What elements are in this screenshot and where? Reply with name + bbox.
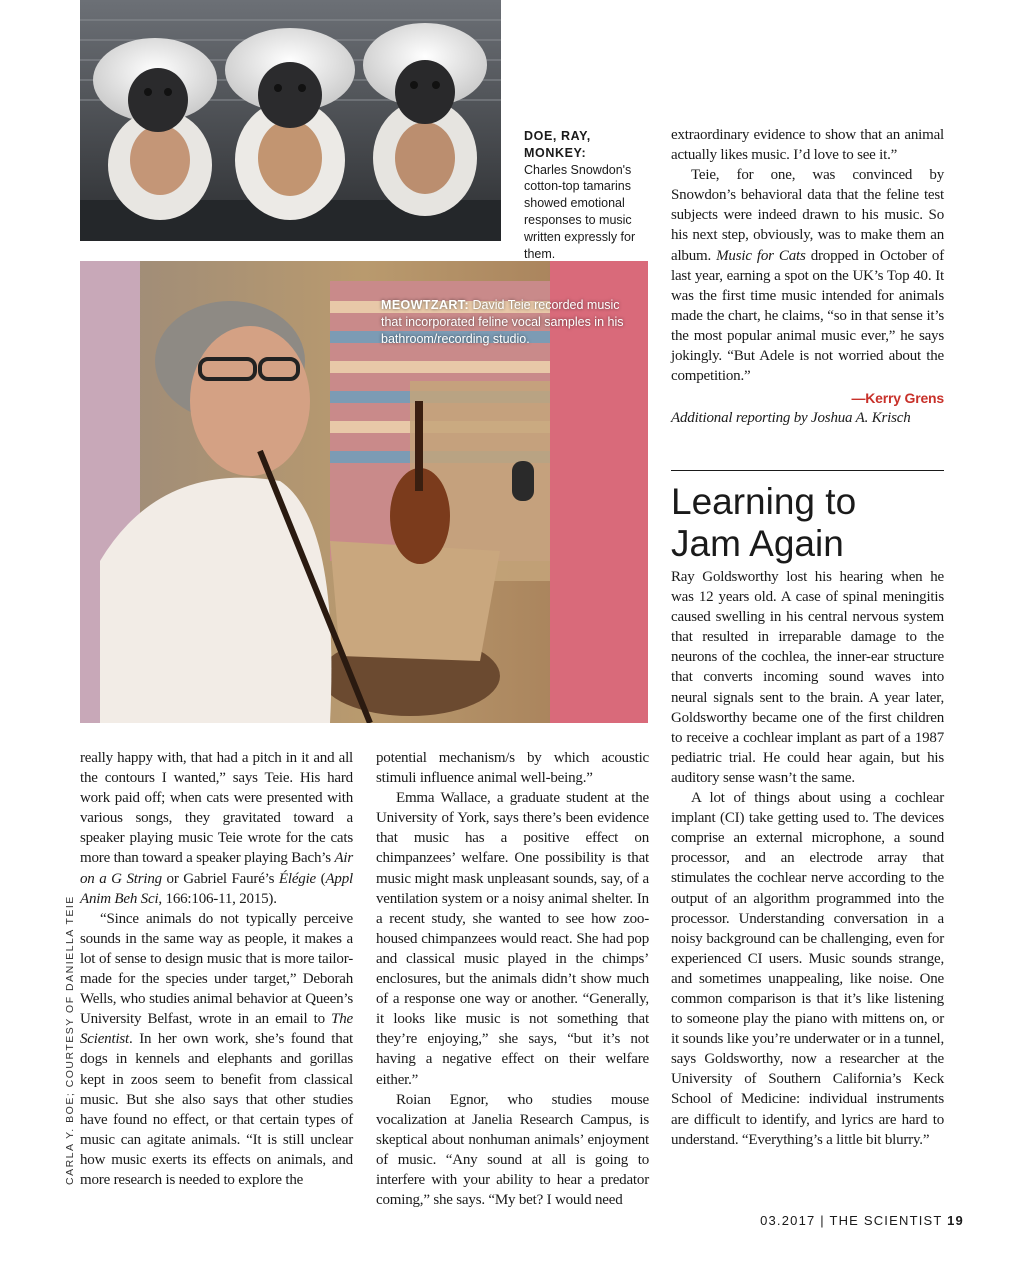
- tamarins-photo: [80, 0, 501, 241]
- article-headline: [671, 481, 961, 565]
- issue-date: 03.2017: [760, 1213, 816, 1228]
- text-run: Teie, for one, was convinced by Snowdon’s behavioral data that the feline test subjects were indeed drawn to his music. So his next step, obviously, was to make them an album.: [671, 167, 944, 264]
- text-run: really happy with, that had a pitch in it and all the contours I wanted,” says Teie. His hard work paid off; when cats were presented with various songs, they gravitated toward a speaker playing music Teie wrote for the cats more than toward a speaker playing Bach’s: [80, 750, 353, 867]
- photo-credit: CARLA Y. BOE; COURTESY OF DANIELLA TEIE: [64, 895, 76, 1185]
- journal-title: Appl Anim Beh Sci: [80, 870, 353, 907]
- publication-title: The Scientist: [80, 1011, 353, 1048]
- paragraph: Emma Wallace, a graduate student at the University of York, says there’s been evidence that music has a positive effect on chimpanzees’ welfare. One possibility is that music might mask unpleasant sounds, say, of a ventilation system or a noisy animal shelter. In a recent study, she wanted to see how zoo-housed chimpanzees would react. She had pop and classical music played in the chimps’ enclosures, but the animals didn’t show much of a response one way or another. “Generally, it looks like music is not something that they’re enjoying,” she says, “but it’s not having a negative effect on their welfare either.”: [376, 790, 649, 1088]
- caption-text: David Teie recorded music that incorporated feline vocal samples in his bathroom/recording studio.: [381, 298, 624, 346]
- caption-lead: DOE, RAY, MONKEY:: [524, 129, 591, 160]
- paragraph: [80, 748, 353, 909]
- paragraph: [671, 165, 944, 386]
- work-title: Élégie: [278, 870, 317, 887]
- folio-separator: |: [820, 1213, 825, 1228]
- paragraph: extraordinary evidence to show that an animal actually likes music. I’d love to see it.”: [671, 127, 944, 164]
- text-run: dropped in October of last year, earning a spot on the UK’s Top 40. It was the first time music intended for animals made the chart, he claims, “so in that sense it’s the most popular animal music ever,” he says jokingly. “But Adele is not worried about the competition.”: [671, 247, 945, 385]
- article-column-middle: [376, 748, 649, 1210]
- additional-reporting: Additional reporting by Joshua A. Krisch: [671, 410, 911, 427]
- caption-text: Charles Snowdon's cotton-top tamarins showed emotional responses to music written expressly for them.: [524, 162, 636, 261]
- section-divider: [671, 470, 944, 471]
- article-column-right-top: [671, 125, 944, 428]
- paragraph: [80, 909, 353, 1190]
- page-folio: [760, 1213, 964, 1228]
- tamarins-caption: [524, 128, 654, 262]
- text-run: , 166:106-11, 2015).: [158, 890, 277, 907]
- text-run: or Gabriel Fauré’s: [161, 870, 279, 887]
- paragraph: A lot of things about using a cochlear implant (CI) take getting used to. The devices comprise an external microphone, a sound processor, and an electrode array that stimulates the cochlear nerve according to the output of an algorithm programmed into the processor. Understanding conversation in a noisy background can be challenging, even for experienced CI users. Music sounds strange, and sometimes unappealing, like noise. One common comparison is that it’s like listening to someone play the piano with mittens on, or it sounds like you’re underwater or in a tunnel, says Goldsworthy, now a researcher at the University of Southern California’s Keck School of Medicine: individual instruments are difficult to identify, and lyrics are hard to understand. “Everything’s a little bit blurry.”: [671, 790, 944, 1148]
- teie-caption: [381, 297, 643, 347]
- album-title: Music for Cats: [716, 247, 806, 264]
- text-run: “Since animals do not typically perceive sounds in the same way as people, it makes a lot of sense to design music that is more tailor-made for the species under target,” Deborah Wells, who studies animal behavior at Queen’s University Belfast, wrote in an email to: [80, 910, 353, 1028]
- headline-line: Learning to: [671, 481, 857, 522]
- text-run: (: [316, 870, 326, 887]
- text-run: . In her own work, she’s found that dogs in kennels and elephants and gorillas kept in zoos seem to benefit from classical music. But she also says that other studies have found no effect, or that certain types of music can agitate animals. “It is still unclear how music exerts its effects on animals, and more research is needed to explore the: [80, 1031, 353, 1188]
- tamarins-illustration: [80, 0, 501, 241]
- magazine-name: THE SCIENTIST: [829, 1213, 943, 1228]
- author-signature: —Kerry Grens: [851, 390, 944, 407]
- paragraph: Ray Goldsworthy lost his hearing when he was 12 years old. A case of spinal meningitis caused swelling in his central nervous system that resulted in irreparable damage to the neurons of the cochlea, the inner-ear structure that converts incoming sound waves into neural signals sent to the brain. A year later, Goldsworthy became one of the first children to receive a cochlear implant as part of a 1987 pediatric trial. He could hear again, but his auditory sense wasn’t the same.: [671, 569, 944, 786]
- page-number: 19: [947, 1213, 964, 1228]
- article-column-left: [80, 748, 353, 1190]
- article-column-right-bottom: [671, 567, 944, 1150]
- work-title: Air on a G String: [80, 850, 354, 887]
- paragraph: potential mechanism/s by which acoustic stimuli influence animal well-being.”: [376, 750, 649, 787]
- caption-lead: MEOWTZART:: [381, 298, 470, 312]
- paragraph: Roian Egnor, who studies mouse vocalization at Janelia Research Campus, is skeptical about nonhuman animals’ enjoyment of music. “Any sound at all is going to interfere with your ability to hear a predator coming,” she says. “My bet? I would need: [376, 1091, 649, 1209]
- headline-line: Jam Again: [671, 523, 844, 564]
